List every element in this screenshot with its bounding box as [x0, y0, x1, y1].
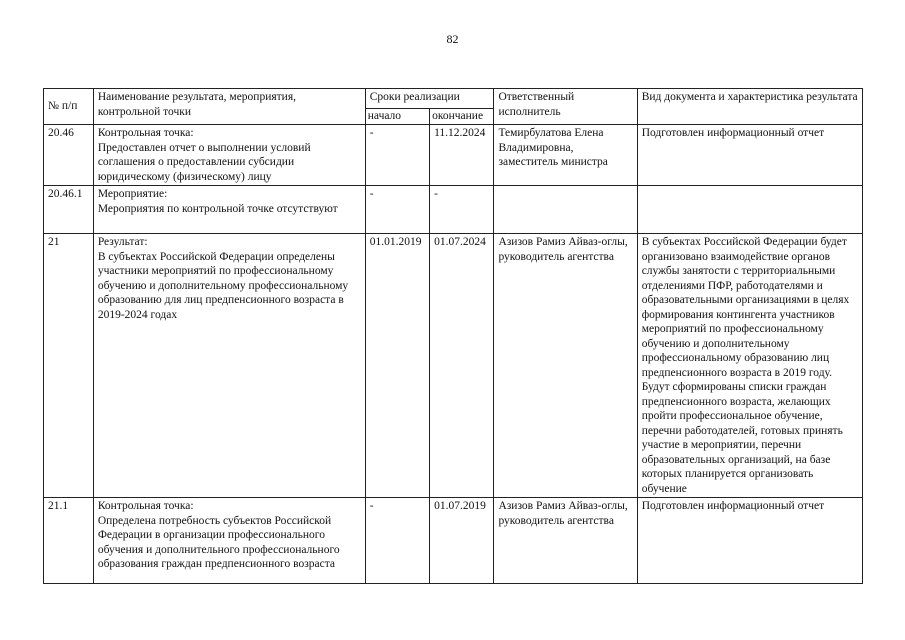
results-table	[43, 88, 863, 584]
row-start: 01.01.2019	[365, 234, 429, 498]
header-name: Наименование результата, мероприятия, контрольной точки	[93, 89, 365, 125]
row-document: Подготовлен информационный отчет	[637, 498, 862, 584]
row-num: 20.46.1	[44, 186, 94, 234]
page-number: 82	[446, 32, 459, 46]
header-dates: Сроки реализации	[365, 89, 494, 109]
row-start: -	[365, 125, 429, 186]
row-name: Результат: В субъектах Российской Федерации определены участники мероприятий по профессиональному обучению и дополнительному профессиональному образованию для лиц предпенсионного возраста в 2019-2024 годах	[93, 234, 365, 498]
table-row	[44, 498, 863, 584]
row-responsible: Темирбулатова Елена Владимировна, заместитель министра	[494, 125, 637, 186]
row-responsible	[494, 186, 637, 234]
row-end: 01.07.2019	[430, 498, 494, 584]
row-name: Контрольная точка: Определена потребность субъектов Российской Федерации в организации профессионального обучения и дополнительного профессионального образования граждан предпенсионного возраста	[93, 498, 365, 584]
row-document	[637, 186, 862, 234]
row-end: 01.07.2024	[430, 234, 494, 498]
header-end: окончание	[430, 109, 494, 125]
row-end: -	[430, 186, 494, 234]
row-start: -	[365, 498, 429, 584]
row-num: 21.1	[44, 498, 94, 584]
row-num: 20.46	[44, 125, 94, 186]
header-num: № п/п	[44, 89, 94, 125]
row-start: -	[365, 186, 429, 234]
row-document: Подготовлен информационный отчет	[637, 125, 862, 186]
row-num: 21	[44, 234, 94, 498]
table-row	[44, 234, 863, 498]
row-name: Контрольная точка: Предоставлен отчет о выполнении условий соглашения о предоставлении субсидии юридическому (физическому) лицу	[93, 125, 365, 186]
row-document: В субъектах Российской Федерации будет организовано взаимодействие органов службы занятости с территориальными отделениями ПФР, работодателями и образовательными организациями в целях формирования контингента участников мероприятий по профессиональному обучению и дополнительному профессиональному образованию лиц предпенсионного возраста в 2019 году. Будут сформированы списки граждан предпенсионного возраста, желающих пройти профессиональное обучение, перечни работодателей, готовых принять участие в мероприятии, перечни образовательных организаций, на базе которых планируется организовать обучение	[637, 234, 862, 498]
row-name: Мероприятие: Мероприятия по контрольной точке отсутствуют	[93, 186, 365, 234]
table-row	[44, 186, 863, 234]
header-start: начало	[365, 109, 429, 125]
row-responsible: Азизов Рамиз Айваз-оглы, руководитель агентства	[494, 234, 637, 498]
row-responsible: Азизов Рамиз Айваз-оглы, руководитель агентства	[494, 498, 637, 584]
header-responsible: Ответственный исполнитель	[494, 89, 637, 125]
row-end: 11.12.2024	[430, 125, 494, 186]
header-document: Вид документа и характеристика результата	[637, 89, 862, 125]
table-row	[44, 125, 863, 186]
